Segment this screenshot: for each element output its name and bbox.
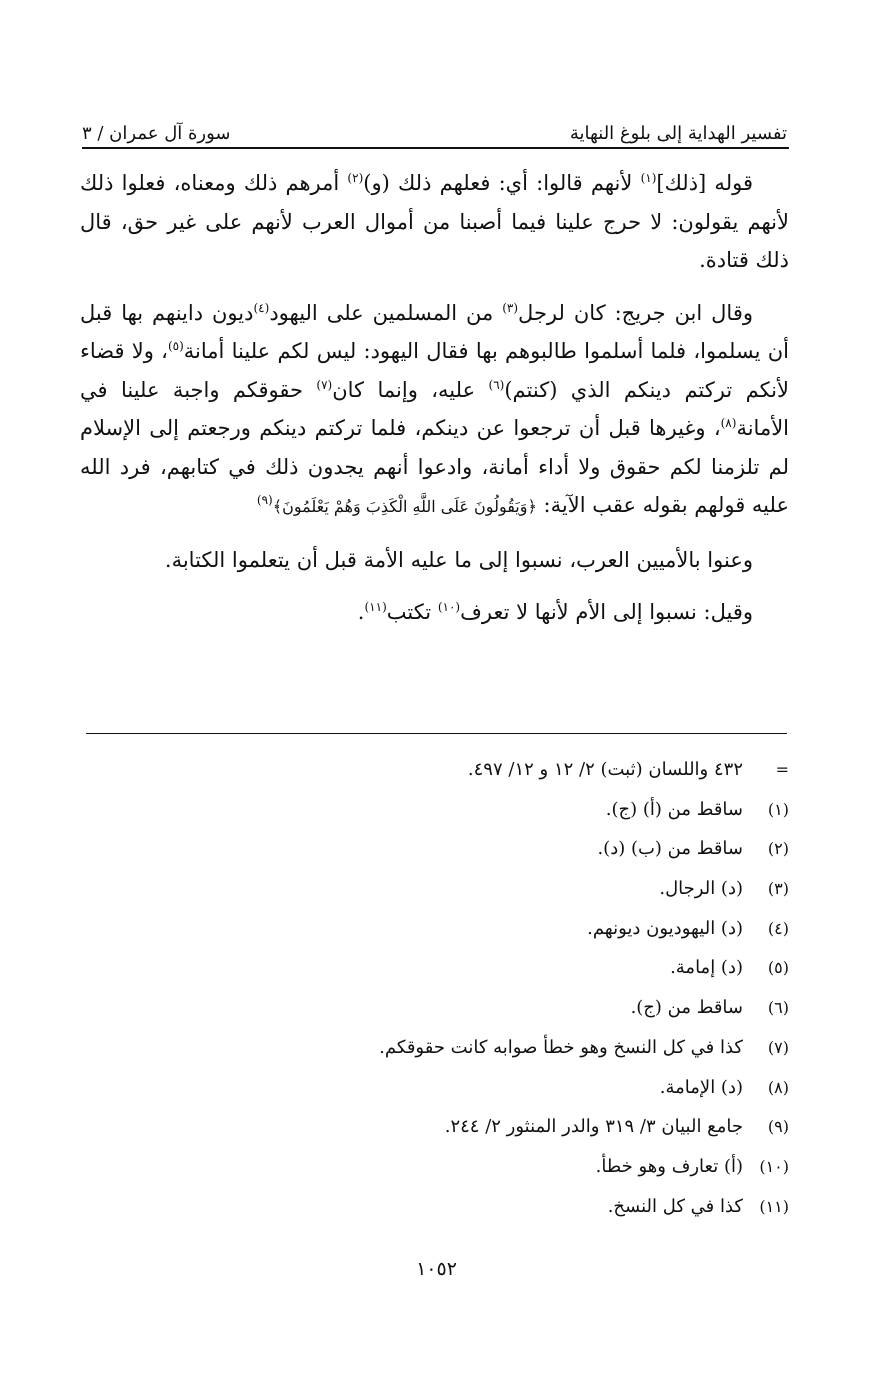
footnote-item [120, 988, 789, 1028]
main-text [80, 164, 789, 632]
footnote-number: (٨) [767, 1077, 789, 1097]
footnote-text: ساقط من (ب) (د). [597, 838, 743, 860]
text-run: ديون داينهم بها قبل أن يسلموا، فلما أسلموا طالبوهم بها فقال اليهود: ليس لكم علينا أمانة [80, 300, 789, 363]
text-run: حقوقكم واجبة علينا في الأمانة [80, 377, 789, 440]
text-run: وقال ابن جريج: كان لرجل [518, 300, 753, 325]
footnote-ref: (٤) [253, 300, 270, 315]
footnote-ref: (١٠) [437, 600, 461, 614]
text-run: أمرهم ذلك ومعناه، فعلوا ذلك لأنهم يقولون: لا حرج علينا فيما أصبنا من أموال العرب لأنهم على غير حق، قال ذلك قتادة. [80, 171, 789, 272]
footnote-number: = [775, 760, 789, 779]
footnote-item [120, 1147, 789, 1187]
footnote-number: (٢) [767, 839, 789, 859]
footnote-text: ساقط من (ج). [630, 997, 743, 1019]
footnote-item [120, 909, 789, 949]
footnote-item [120, 1068, 789, 1108]
paragraph-4 [80, 593, 789, 632]
footnote-text: (د) إمامة. [670, 957, 743, 979]
footnotes [120, 750, 789, 1226]
footnote-item [120, 790, 789, 830]
text-run: . [357, 600, 365, 624]
footnotes-divider [86, 733, 787, 734]
footnote-text: كذا في كل النسخ وهو خطأ صوابه كانت حقوقكم. [379, 1036, 743, 1058]
footnote-text: ساقط من (أ) (ج). [605, 798, 743, 820]
footnote-ref: (٢) [347, 171, 364, 185]
text-run: تكتب [386, 600, 438, 624]
footnote-ref: (٥) [167, 339, 184, 353]
text-run: ، ولا قضاء لأنكم تركتم دينكم الذي (كنتم) [80, 339, 790, 402]
footnote-number: (١٠) [759, 1156, 789, 1176]
text-run: من المسلمين على اليهود [269, 300, 503, 325]
text-run: قوله [ذلك] [656, 171, 753, 195]
footnote-ref: (٣) [502, 300, 519, 315]
paragraph-3: وعنوا بالأميين العرب، نسبوا إلى ما عليه الأمة قبل أن يتعلموا الكتابة. [164, 547, 753, 572]
footnote-ref: (١١) [364, 600, 387, 614]
footnote-number: (٧) [767, 1037, 789, 1057]
text-run: عليه، وإنما كان [332, 377, 489, 402]
surah-label: سورة آل عمران / ٣ [82, 123, 231, 144]
footnote-number: (٦) [767, 998, 789, 1018]
footnote-number: (٤) [767, 918, 789, 938]
footnote-number: (٩) [767, 1117, 789, 1137]
footnote-ref: (٨) [720, 416, 737, 430]
footnote-ref: (١) [640, 171, 657, 185]
footnote-text: ٤٣٢ واللسان (ثبت) ٢/ ١٢ و ١٢/ ٤٩٧. [467, 759, 743, 780]
footnote-number: (٥) [767, 958, 789, 978]
text-run: ، وغيرها قبل أن ترجعوا عن دينكم، فلما تركتم دينكم ورجعتم إلى الإسلام لم تلزمنا لكم حقوق ولا أداء أمانة، وادعوا أنهم يجدون ذلك في كتابهم، فرد الله عليه قولهم بقوله عقب الآية: [80, 416, 789, 517]
footnote-text: (أ) تعارف وهو خطأ. [595, 1155, 743, 1177]
footnote-number: (١١) [759, 1196, 789, 1216]
footnote-number: (٣) [767, 879, 789, 899]
book-title: تفسير الهداية إلى بلوغ النهاية [569, 123, 787, 144]
footnote-text: جامع البيان ٣/ ٣١٩ والدر المنثور ٢/ ٢٤٤. [444, 1116, 743, 1138]
footnote-ref: (٩) [256, 493, 273, 507]
footnote-text: (د) اليهوديون ديونهم. [587, 917, 743, 939]
footnote-text: (د) الرجال. [659, 878, 743, 900]
footnote-item [120, 829, 789, 869]
footnote-text: (د) الإمامة. [659, 1076, 743, 1098]
footnote-item [120, 1028, 789, 1068]
quran-verse: ﴿وَيَقُولُونَ عَلَى اللَّهِ الْكَذِبَ وَهُمْ يَعْلَمُونَ﴾ [272, 497, 537, 516]
text-run: وقيل: نسبوا إلى الأم لأنها لا تعرف [460, 600, 753, 624]
footnote-item [120, 869, 789, 909]
text-run: لأنهم قالوا: أي: فعلهم ذلك (و) [363, 171, 641, 195]
footnote-item [120, 750, 789, 790]
page-number: ١٠٥٢ [416, 1258, 457, 1280]
footnote-text: كذا في كل النسخ. [607, 1195, 743, 1217]
paragraph-2 [80, 294, 789, 527]
running-header [82, 108, 787, 144]
paragraph-1 [80, 164, 789, 280]
footnote-item [120, 948, 789, 988]
footnote-ref: (٦) [488, 377, 505, 392]
footnote-item [120, 1187, 789, 1227]
footnote-item [120, 1107, 789, 1147]
footnote-ref: (٧) [316, 377, 333, 392]
header-divider [82, 147, 789, 149]
footnote-number: (١) [767, 799, 789, 819]
